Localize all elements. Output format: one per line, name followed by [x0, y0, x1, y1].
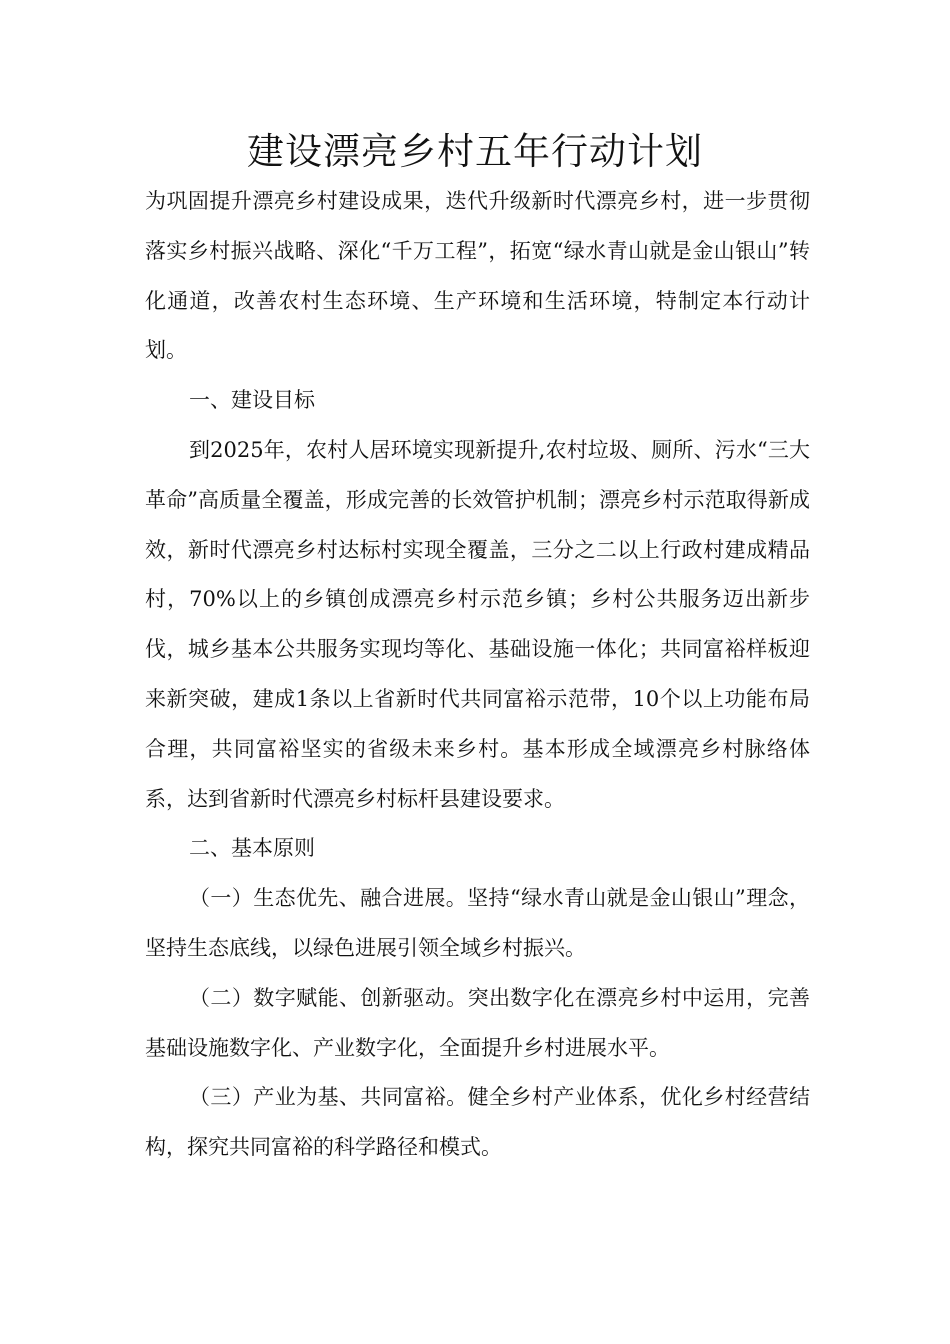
principle-paragraph-1: （一）生态优先、融合进展。坚持“绿水青山就是金山银山”理念，坚持生态底线，以绿色进展引领全域乡村振兴。	[145, 886, 810, 960]
document-title: 建设漂亮乡村五年行动计划	[247, 130, 703, 173]
goals-paragraph: 到2025年，农村人居环境实现新提升,农村垃圾、厕所、污水“三大革命”高质量全覆盖，形成完善的长效管护机制；漂亮乡村示范取得新成效，新时代漂亮乡村达标村实现全覆盖，三分之二以上行政村建成精品村，70%以上的乡镇创成漂亮乡村示范乡镇；乡村公共服务迈出新步伐，城乡基本公共服务实现均等化、基础设施一体化；共同富裕样板迎来新突破，建成1条以上省新时代共同富裕示范带，10个以上功能布局合理，共同富裕坚实的省级未来乡村。基本形成全域漂亮乡村脉络体系，达到省新时代漂亮乡村标杆县建设要求。	[145, 437, 810, 811]
principle-paragraph-2: （二）数字赋能、创新驱动。突出数字化在漂亮乡村中运用，完善基础设施数字化、产业数字化，全面提升乡村进展水平。	[145, 985, 810, 1060]
intro-paragraph: 为巩固提升漂亮乡村建设成果，迭代升级新时代漂亮乡村，进一步贯彻落实乡村振兴战略、深化“千万工程”，拓宽“绿水青山就是金山银山”转化通道，改善农村生态环境、生产环境和生活环境，特制定本行动计划。	[145, 189, 810, 363]
section-heading-goals: 一、建设目标	[189, 388, 315, 413]
document-body	[145, 177, 810, 1173]
principle-paragraph-3: （三）产业为基、共同富裕。健全乡村产业体系，优化乡村经营结构，探究共同富裕的科学路径和模式。	[145, 1085, 810, 1160]
section-heading-principles: 二、基本原则	[189, 836, 315, 861]
